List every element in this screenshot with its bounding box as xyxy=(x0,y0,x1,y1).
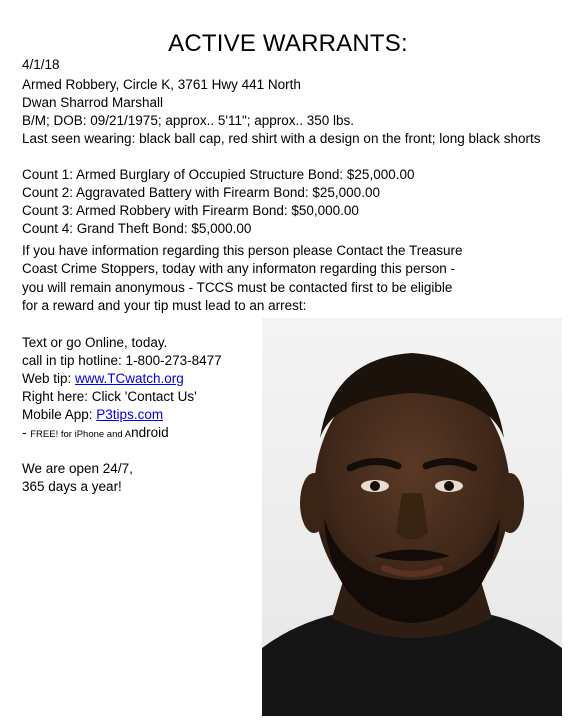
free-apps-line xyxy=(22,424,169,444)
contact-line: Text or go Online, today. xyxy=(22,335,168,350)
warrant-date: 4/1/18 xyxy=(22,57,60,72)
count-item: Count 2: Aggravated Battery with Firearm Bond: $25,000.00 xyxy=(22,185,380,200)
crime-description: Armed Robbery, Circle K, 3761 Hwy 441 North xyxy=(22,77,301,92)
last-seen-text: Last seen wearing: black ball cap, red shirt with a design on the front; long black shorts xyxy=(22,131,541,146)
mobile-app-link[interactable]: P3tips.com xyxy=(96,407,164,422)
open-hours-line: We are open 24/7, xyxy=(22,461,133,476)
info-paragraph xyxy=(22,242,542,316)
mobile-app-label: Mobile App: xyxy=(22,407,97,422)
info-line: for a reward and your tip must lead to an arrest: xyxy=(22,298,307,314)
info-line: you will remain anonymous - TCCS must be contacted first to be eligible xyxy=(22,279,453,295)
right-here-text: Right here: Click 'Contact Us' xyxy=(22,389,197,404)
hotline-text: call in tip hotline: 1-800-273-8477 xyxy=(22,353,222,368)
count-item: Count 3: Armed Robbery with Firearm Bond: $50,000.00 xyxy=(22,203,359,218)
web-tip-label: Web tip: xyxy=(22,371,76,386)
count-item: Count 4: Grand Theft Bond: $5,000.00 xyxy=(22,221,252,236)
page-title: ACTIVE WARRANTS: xyxy=(168,30,408,57)
suspect-photo xyxy=(262,318,562,716)
web-tip-link[interactable]: www.TCwatch.org xyxy=(75,371,184,386)
info-line: If you have information regarding this person please Contact the Treasure xyxy=(22,243,463,258)
free-dash: - xyxy=(22,425,31,440)
free-apps-text: FREE! for iPhone and A xyxy=(30,429,132,440)
info-line: Coast Crime Stoppers, today with any informaton regarding this person - xyxy=(22,261,455,277)
free-apps-text-large: ndroid xyxy=(131,425,169,440)
open-days-line: 365 days a year! xyxy=(22,479,122,494)
count-item: Count 1: Armed Burglary of Occupied Structure Bond: $25,000.00 xyxy=(22,167,415,182)
mobile-app-line xyxy=(22,406,163,424)
web-tip-line xyxy=(22,370,184,388)
suspect-description: B/M; DOB: 09/21/1975; approx.. 5'11"; approx.. 350 lbs. xyxy=(22,113,355,128)
suspect-name: Dwan Sharrod Marshall xyxy=(22,95,164,110)
